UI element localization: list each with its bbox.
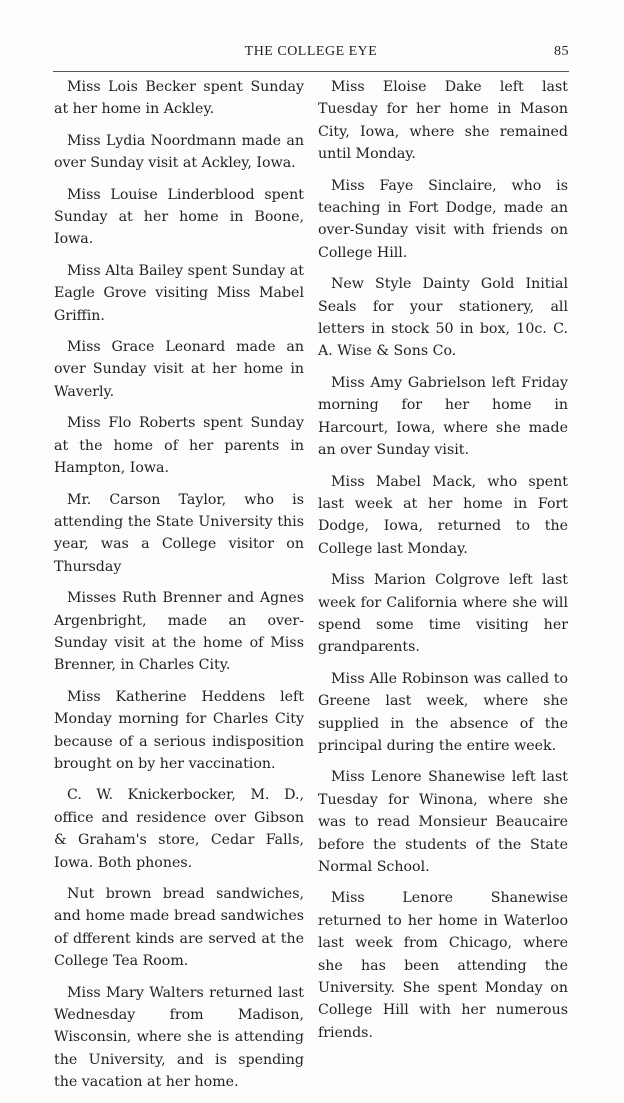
news-item: Miss Alle Robinson was called to Greene last week, where she supplied in the absence of the principal during the entire week.	[318, 670, 568, 754]
news-item: Misses Ruth Brenner and Agnes Argenbright, made an over-Sunday visit at the home of Miss Brenner, in Charles City.	[54, 590, 304, 674]
page-number: 85	[554, 44, 569, 59]
news-item: Miss Louise Linderblood spent Sunday at her home in Boone, Iowa.	[54, 186, 304, 248]
publication-title: THE COLLEGE EYE	[244, 44, 378, 59]
advertisement: New Style Dainty Gold Initial Seals for your stationery, all letters in stock 50 in box, 10c. C. A. Wise & Sons Co.	[318, 276, 568, 360]
news-item: Miss Mabel Mack, who spent last week at her home in Fort Dodge, Iowa, returned to the College last Monday.	[318, 473, 568, 557]
news-item: Miss Grace Leonard made an over Sunday visit at her home in Waverly.	[54, 339, 304, 400]
header-rule	[53, 71, 569, 72]
news-item: Miss Lenore Shanewise left last Tuesday for Winona, where she was to read Monsieur Beaucaire before the students of the State Normal School.	[318, 769, 568, 875]
news-item: Miss Lois Becker spent Sunday at her home in Ackley.	[54, 79, 304, 118]
news-item: Miss Katherine Heddens left Monday morning for Charles City because of a serious indisposition brought on by her vaccination.	[54, 688, 304, 772]
news-item: Mr. Carson Taylor, who is attending the State University this year, was a College visitor on Thursday	[54, 491, 304, 575]
news-item: Miss Alta Bailey spent Sunday at Eagle Grove visiting Miss Mabel Griffin.	[54, 262, 304, 324]
news-item: Miss Lenore Shanewise returned to her home in Waterloo last week from Chicago, where she has been attending the University. She spent Monday on College Hill with her numerous friends.	[318, 890, 568, 1041]
right-column	[318, 76, 568, 1053]
news-item: Miss Amy Gabrielson left Friday morning for her home in Harcourt, Iowa, where she made an over Sunday visit.	[318, 374, 568, 459]
news-item: Miss Marion Colgrove left last week for California where she will spend some time visiting her grandparents.	[318, 572, 568, 656]
advertisement: Nut brown bread sandwiches, and home made bread sandwiches of dfferent kinds are served at the College Tea Room.	[54, 886, 304, 970]
advertisement: C. W. Knickerbocker, M. D., office and residence over Gibson & Graham's store, Cedar Falls, Iowa. Both phones.	[54, 787, 304, 871]
news-item: Miss Mary Walters returned last Wednesday from Madison, Wisconsin, where she is attending the University, and is spending the vacation at her home.	[54, 984, 304, 1091]
news-item: Miss Lydia Noordmann made an over Sunday visit at Ackley, Iowa.	[54, 132, 304, 172]
news-item: Miss Eloise Dake left last Tuesday for her home in Mason City, Iowa, where she remained until Monday.	[318, 79, 568, 163]
news-item: Miss Faye Sinclaire, who is teaching in Fort Dodge, made an over-Sunday visit with friends on College Hill.	[318, 177, 568, 261]
running-header	[53, 44, 569, 64]
news-item: Miss Flo Roberts spent Sunday at the home of her parents in Hampton, Iowa.	[54, 415, 304, 477]
